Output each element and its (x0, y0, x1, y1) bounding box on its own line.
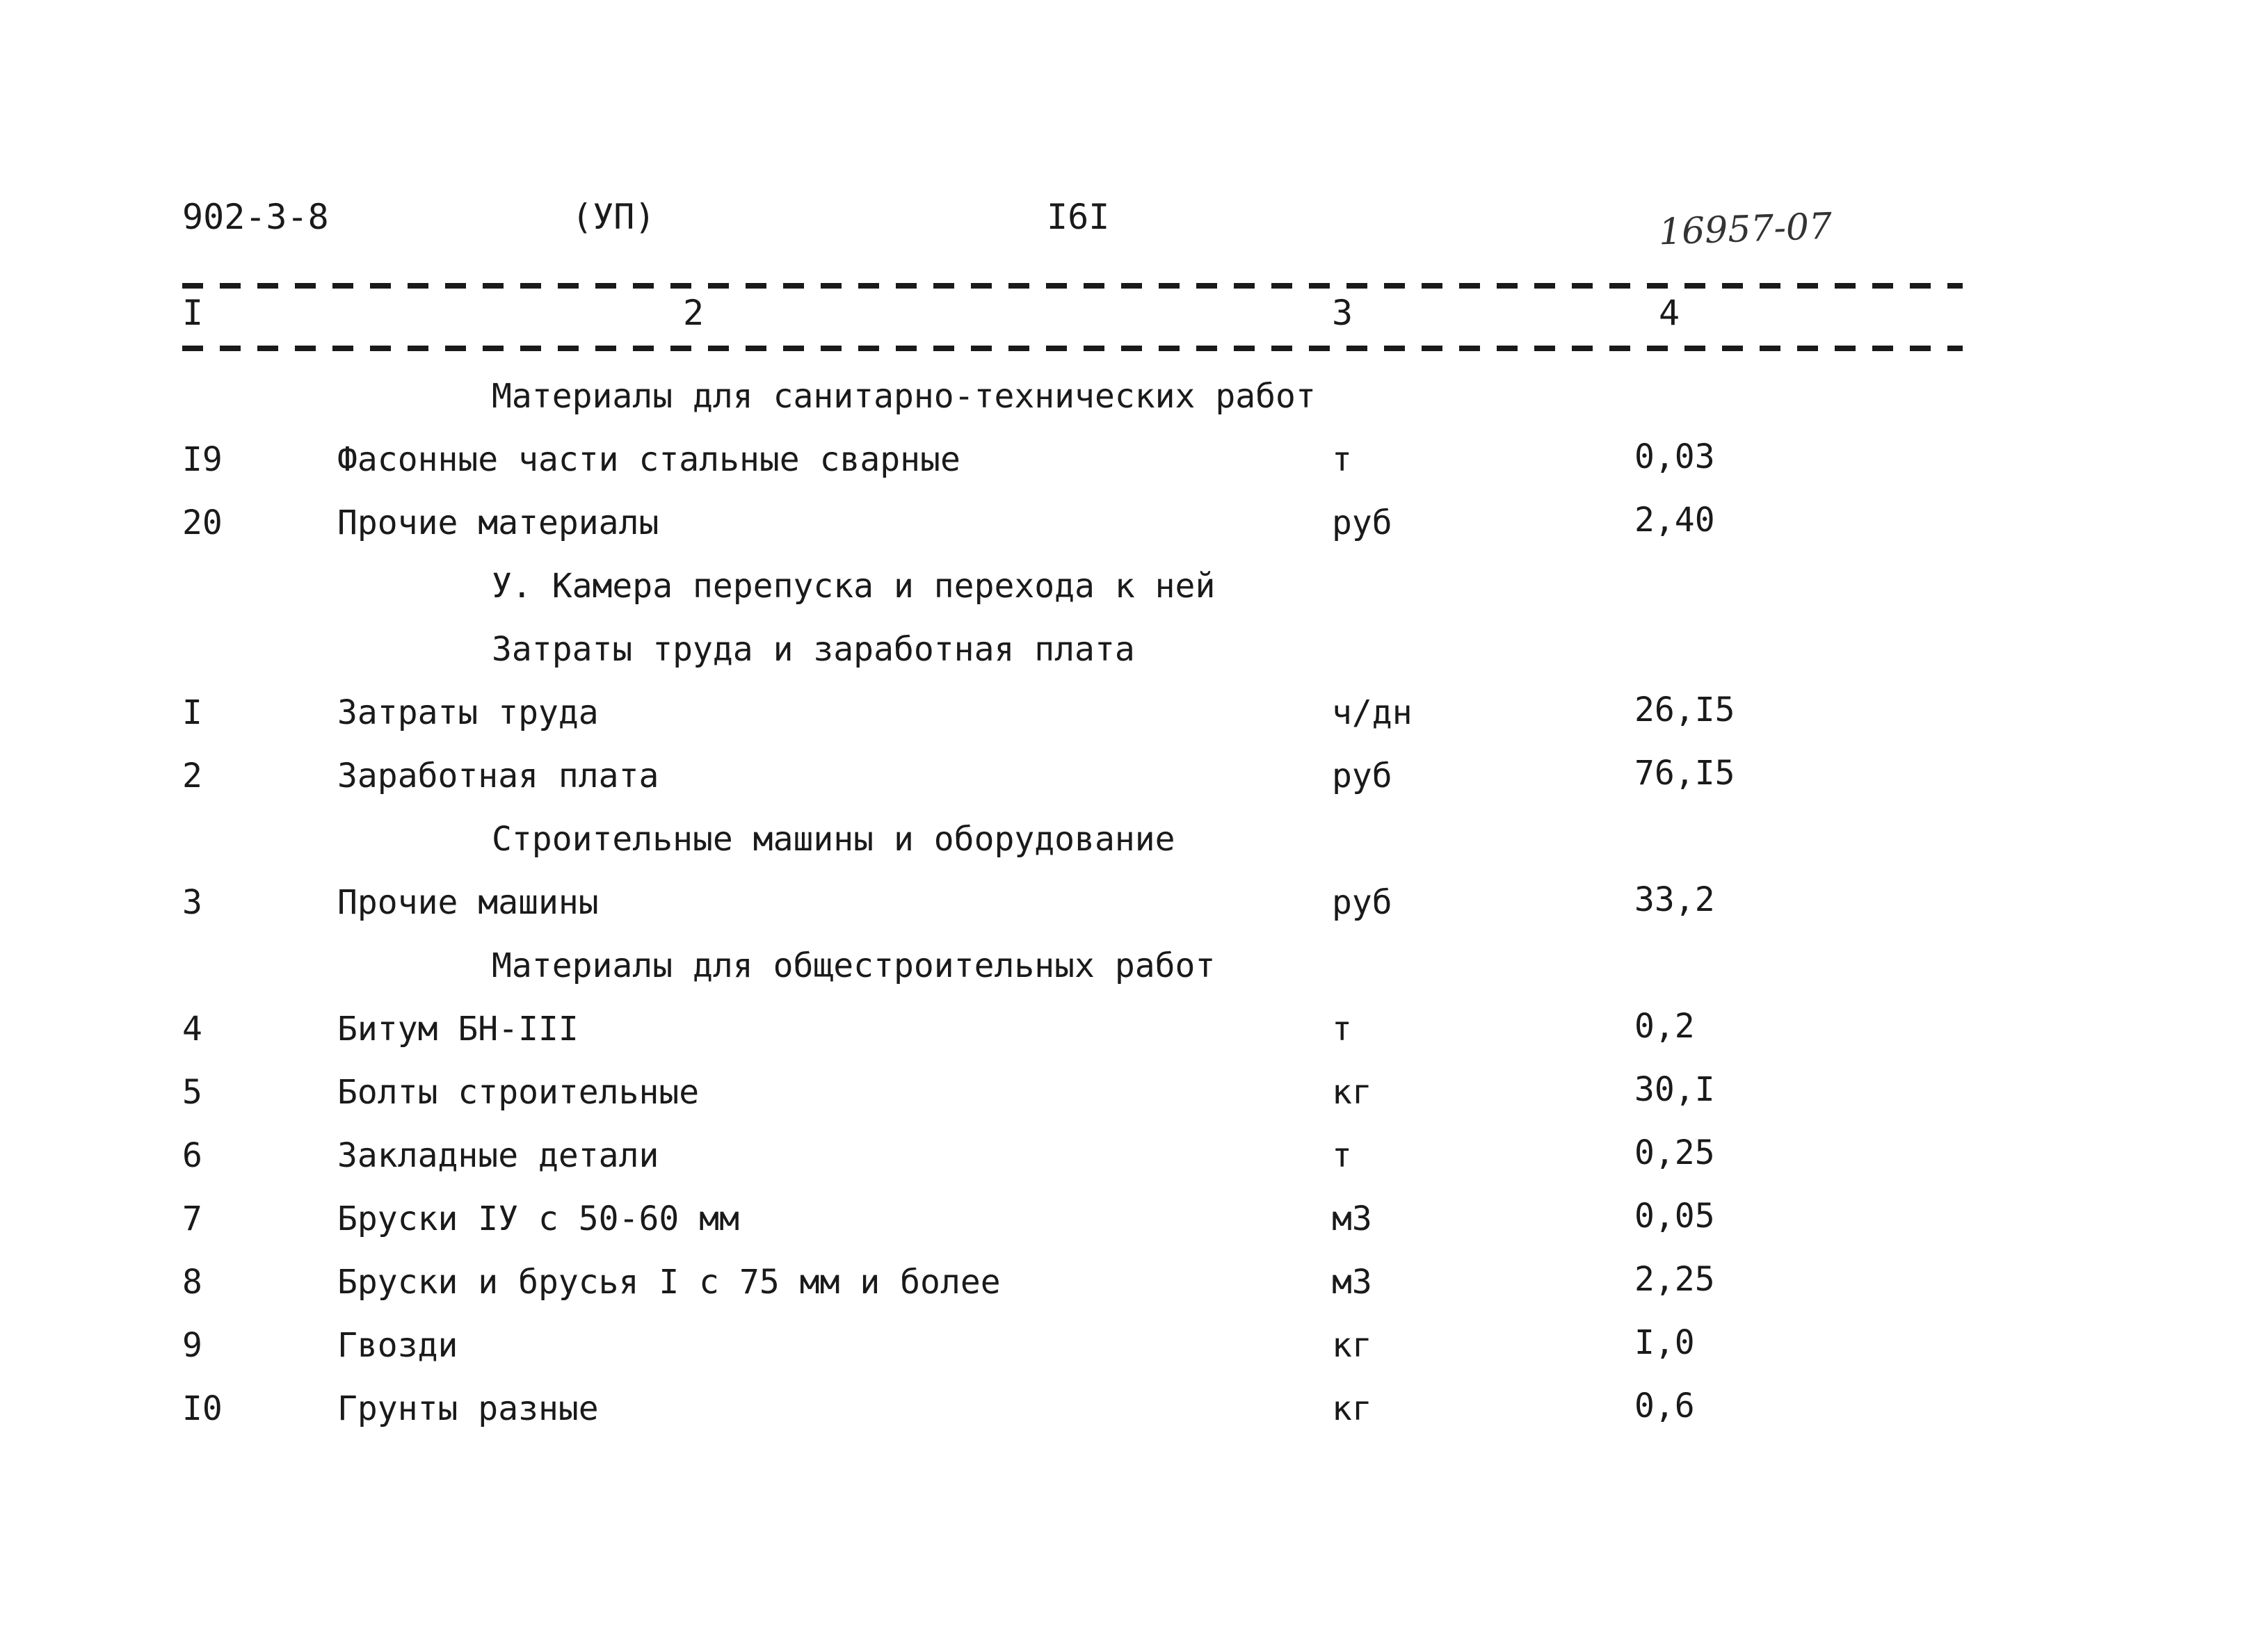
row-value: 33,2 (1634, 880, 1715, 919)
row-unit: кг (1332, 1073, 1372, 1112)
row-value: 0,25 (1634, 1133, 1715, 1172)
row-name: Прочие машины (337, 883, 599, 922)
section-title: Материалы для общестроительных работ (492, 946, 1216, 985)
row-number: 9 (182, 1326, 202, 1365)
section-heading (0, 818, 2268, 882)
row-unit: т (1332, 1136, 1352, 1175)
page-number: I6I (1047, 197, 1110, 237)
table-row (0, 1325, 2268, 1388)
row-value: 0,05 (1634, 1197, 1715, 1236)
row-unit: руб (1332, 883, 1392, 922)
row-number: 4 (182, 1010, 202, 1049)
row-name: Болты строительные (337, 1073, 700, 1112)
table-row (0, 755, 2268, 818)
row-name: Бруски IУ с 50-60 мм (337, 1199, 739, 1238)
row-number: 2 (182, 757, 202, 795)
row-unit: кг (1332, 1389, 1372, 1428)
row-number: 3 (182, 883, 202, 922)
row-number: 8 (182, 1263, 202, 1302)
section-heading (0, 629, 2268, 692)
row-number: 6 (182, 1136, 202, 1175)
row-value: 30,I (1634, 1070, 1715, 1109)
column-header-3: 3 (1332, 293, 1353, 333)
row-unit: м3 (1332, 1263, 1372, 1302)
table-row (0, 502, 2268, 565)
section-title: У. Камера перепуска и перехода к ней (492, 567, 1216, 606)
doc-code: 902-3-8 (182, 197, 329, 237)
row-value: 0,2 (1634, 1007, 1695, 1046)
column-header-1: I (182, 293, 204, 333)
row-value: I,0 (1634, 1323, 1695, 1362)
table-row (0, 1071, 2268, 1135)
row-number: I9 (182, 440, 223, 479)
row-number: 20 (182, 503, 223, 542)
section-heading (0, 945, 2268, 1008)
table-row (0, 1261, 2268, 1325)
table-top-divider (182, 283, 1963, 289)
table-row (0, 692, 2268, 755)
table-body (0, 375, 2268, 1451)
row-unit: ч/дн (1332, 693, 1413, 732)
row-value: 0,03 (1634, 437, 1715, 476)
row-value: 26,I5 (1634, 690, 1735, 729)
table-row (0, 1388, 2268, 1451)
handwritten-number: 16957-07 (1658, 205, 1833, 254)
table-header-divider (182, 346, 1963, 351)
section-heading (0, 375, 2268, 439)
table-row (0, 1008, 2268, 1071)
row-number: I0 (182, 1389, 223, 1428)
table-row (0, 882, 2268, 945)
row-name: Бруски и брусья I с 75 мм и более (337, 1263, 1001, 1302)
row-name: Заработная плата (337, 757, 659, 795)
section-title: Строительные машины и оборудование (492, 820, 1175, 859)
row-name: Гвозди (337, 1326, 458, 1365)
row-unit: т (1332, 1010, 1352, 1049)
row-name: Прочие материалы (337, 503, 659, 542)
row-number: I (182, 693, 202, 732)
row-name: Фасонные части стальные сварные (337, 440, 960, 479)
section-code: (УП) (572, 197, 656, 237)
table-row (0, 1198, 2268, 1261)
row-value: 2,40 (1634, 501, 1715, 540)
row-name: Затраты труда (337, 693, 599, 732)
row-value: 2,25 (1634, 1260, 1715, 1299)
column-header-4: 4 (1659, 293, 1680, 333)
row-value: 76,I5 (1634, 754, 1735, 793)
row-unit: м3 (1332, 1199, 1372, 1238)
row-name: Грунты разные (337, 1389, 599, 1428)
row-unit: кг (1332, 1326, 1372, 1365)
row-name: Закладные детали (337, 1136, 659, 1175)
row-number: 5 (182, 1073, 202, 1112)
section-title: Материалы для санитарно-технических работ (492, 377, 1316, 416)
row-unit: руб (1332, 503, 1392, 542)
section-heading (0, 565, 2268, 629)
row-unit: руб (1332, 757, 1392, 795)
column-header-2: 2 (683, 293, 705, 333)
table-row (0, 1135, 2268, 1198)
row-value: 0,6 (1634, 1386, 1695, 1425)
row-name: Битум БН-III (337, 1010, 579, 1049)
table-row (0, 439, 2268, 502)
section-title: Затраты труда и заработная плата (492, 630, 1135, 669)
row-unit: т (1332, 440, 1352, 479)
row-number: 7 (182, 1199, 202, 1238)
